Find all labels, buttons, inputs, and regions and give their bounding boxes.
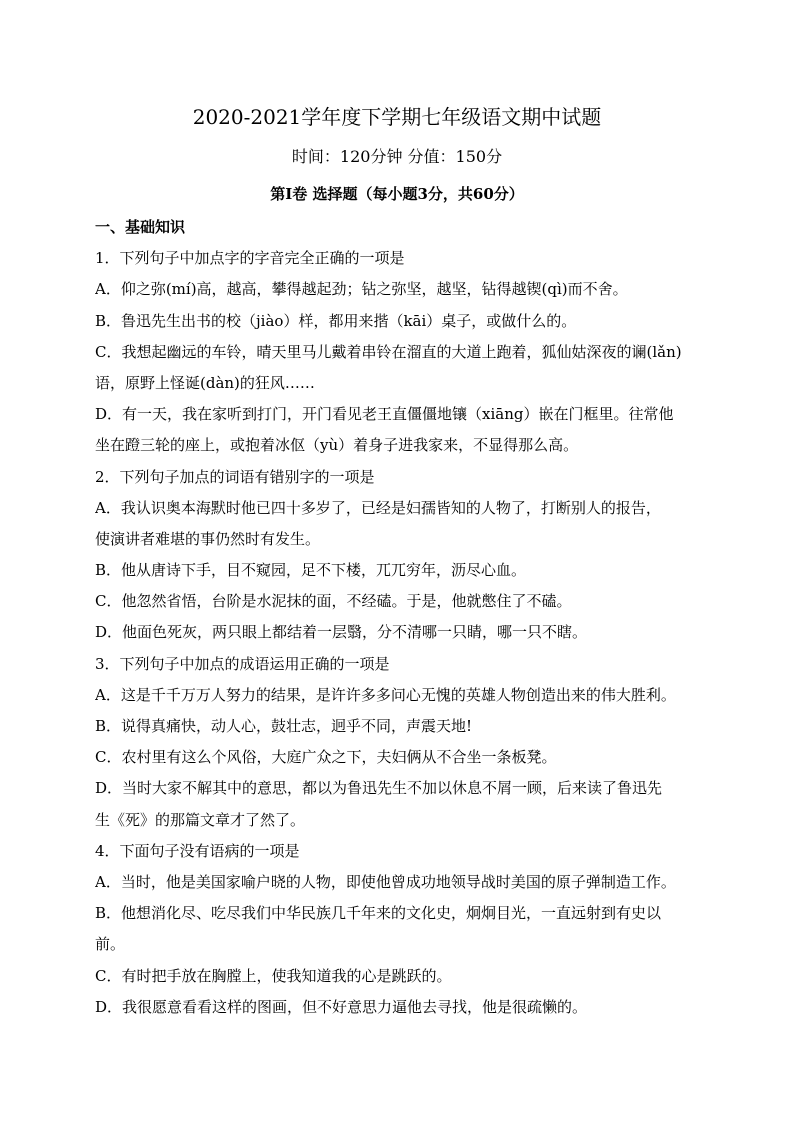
question-3-option-d: D．当时大家不解其中的意思，都以为鲁迅先生不加以休息不屑一顾，后来读了鲁迅先: [95, 779, 663, 798]
question-2-stem: 2．下列句子加点的词语有错别字的一项是: [95, 467, 375, 486]
exam-meta: 时间：120分钟 分值：150分: [291, 147, 503, 166]
question-3-option-c: C．农村里有这么个风俗，大庭广众之下，夫妇俩从不合坐一条板凳。: [95, 748, 557, 767]
question-2-option-b: B．他从唐诗下手，目不窥园，足不下楼，兀兀穷年，沥尽心血。: [95, 561, 527, 580]
question-2-option-c: C．他忽然省悟，台阶是水泥抹的面，不经磕。于是，他就憋住了不磕。: [95, 592, 572, 611]
question-4-option-a: A．当时，他是美国家喻户晓的人物，即使他曾成功地领导战时美国的原子弹制造工作。: [95, 872, 676, 891]
question-4-option-c: C．有时把手放在胸膛上，使我知道我的心是跳跃的。: [95, 966, 452, 985]
question-body: [95, 212, 705, 1023]
question-2-option-a-cont: 使演讲者难堪的事仍然时有发生。: [95, 529, 321, 548]
part-heading: 一、基础知识: [95, 218, 186, 236]
question-4-option-b-cont: 前。: [95, 935, 126, 954]
question-1-option-c-cont: 语，原野上怪诞(dàn)的狂风……: [95, 373, 315, 392]
question-1-option-d-cont: 坐在蹬三轮的座上，或抱着冰伛（yù）着身子进我家来，不显得那么高。: [95, 436, 579, 455]
question-1-option-a: A．仰之弥(mí)高，越高，攀得越起劲；钻之弥坚，越坚，钻得越锲(qì)而不舍。: [95, 280, 628, 299]
question-1-stem: 1．下列句子中加点字的字音完全正确的一项是: [95, 249, 405, 268]
question-1-option-d: D．有一天，我在家听到打门，开门看见老王直僵僵地镶（xiāng）嵌在门框里。往常他: [95, 405, 674, 424]
question-2-option-a: A．我认识奥本海默时他已四十多岁了，已经是妇孺皆知的人物了，打断别人的报告，: [95, 498, 661, 517]
question-2-option-d: D．他面色死灰，两只眼上都结着一层翳，分不清哪一只睛，哪一只不瞎。: [95, 623, 588, 642]
question-3-option-b: B．说得真痛快，动人心，鼓壮志，迥乎不同，声震天地!: [95, 717, 473, 735]
question-3-option-a: A．这是千千万万人努力的结果，是许许多多问心无愧的英雄人物创造出来的伟大胜利。: [95, 685, 676, 704]
question-4-option-d: D．我很愿意看看这样的图画，但不好意思力逼他去寻找，他是很疏懒的。: [95, 997, 588, 1016]
question-4-option-b: B．他想消化尽、吃尽我们中华民族几千年来的文化史，炯炯目光，一直远射到有史以: [95, 904, 662, 923]
question-1-option-c: C．我想起幽远的车铃，晴天里马儿戴着串铃在溜直的大道上跑着，狐仙姑深夜的谰(lǎn): [95, 342, 682, 361]
question-1-option-b: B．鲁迅先生出书的校（jiào）样，都用来揩（kāi）桌子，或做什么的。: [95, 311, 577, 330]
question-4-stem: 4．下面句子没有语病的一项是: [95, 841, 300, 860]
question-3-option-d-cont: 生《死》的那篇文章才了然了。: [95, 810, 306, 829]
question-3-stem: 3．下列句子中加点的成语运用正确的一项是: [95, 654, 390, 673]
page-title: 2020-2021学年度下学期七年级语文期中试题: [192, 105, 602, 129]
section-heading: 第Ⅰ卷 选择题（每小题3分，共60分）: [270, 185, 524, 203]
